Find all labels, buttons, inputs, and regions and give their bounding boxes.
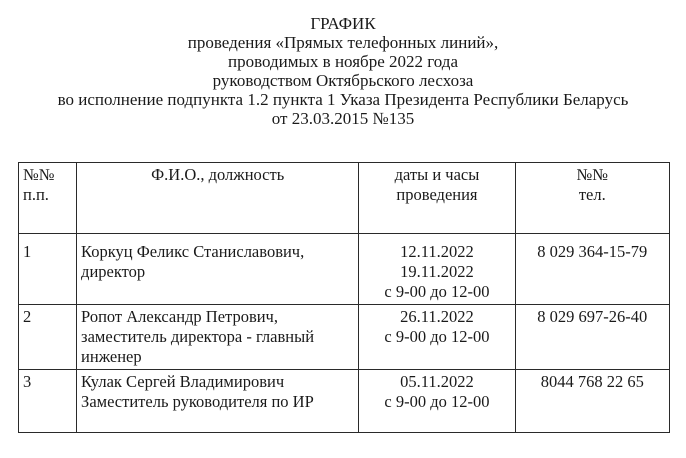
document-title: ГРАФИК (310, 14, 376, 33)
dates-hours: 26.11.2022 с 9-00 до 12-00 (359, 305, 515, 370)
dates-hours: 12.11.2022 19.11.2022 с 9-00 до 12-00 (359, 234, 515, 305)
row-number: 2 (19, 305, 77, 370)
dates-hours: 05.11.2022 с 9-00 до 12-00 (359, 370, 515, 433)
table-row (19, 370, 670, 433)
column-header-phone: №№ тел. (515, 163, 669, 234)
phone-number: 8 029 697-26-40 (515, 305, 669, 370)
person-name-position: Ропот Александр Петрович, заместитель директора - главный инженер (77, 305, 359, 370)
phone-number: 8 029 364-15-79 (515, 234, 669, 305)
table-header-row (19, 163, 670, 234)
row-number: 1 (19, 234, 77, 305)
row-number: 3 (19, 370, 77, 433)
person-name-position: Коркуц Феликс Станиславович, директор (77, 234, 359, 305)
header-line-2: проводимых в ноябре 2022 года (227, 52, 458, 71)
schedule-table (18, 162, 670, 433)
header-line-4: во исполнение подпункта 1.2 пункта 1 Указа Президента Республики Беларусь (57, 90, 629, 109)
table-row (19, 305, 670, 370)
phone-number: 8044 768 22 65 (515, 370, 669, 433)
person-name-position: Кулак Сергей Владимирович Заместитель руководителя по ИР (77, 370, 359, 433)
table-row (19, 234, 670, 305)
document-header (0, 14, 686, 128)
header-line-3: руководством Октябрьского лесхоза (212, 71, 474, 90)
column-header-dates: даты и часы проведения (359, 163, 515, 234)
column-header-number: №№ п.п. (19, 163, 77, 234)
header-line-1: проведения «Прямых телефонных линий», (187, 33, 499, 52)
column-header-name: Ф.И.О., должность (77, 163, 359, 234)
header-line-5: от 23.03.2015 №135 (271, 109, 415, 128)
